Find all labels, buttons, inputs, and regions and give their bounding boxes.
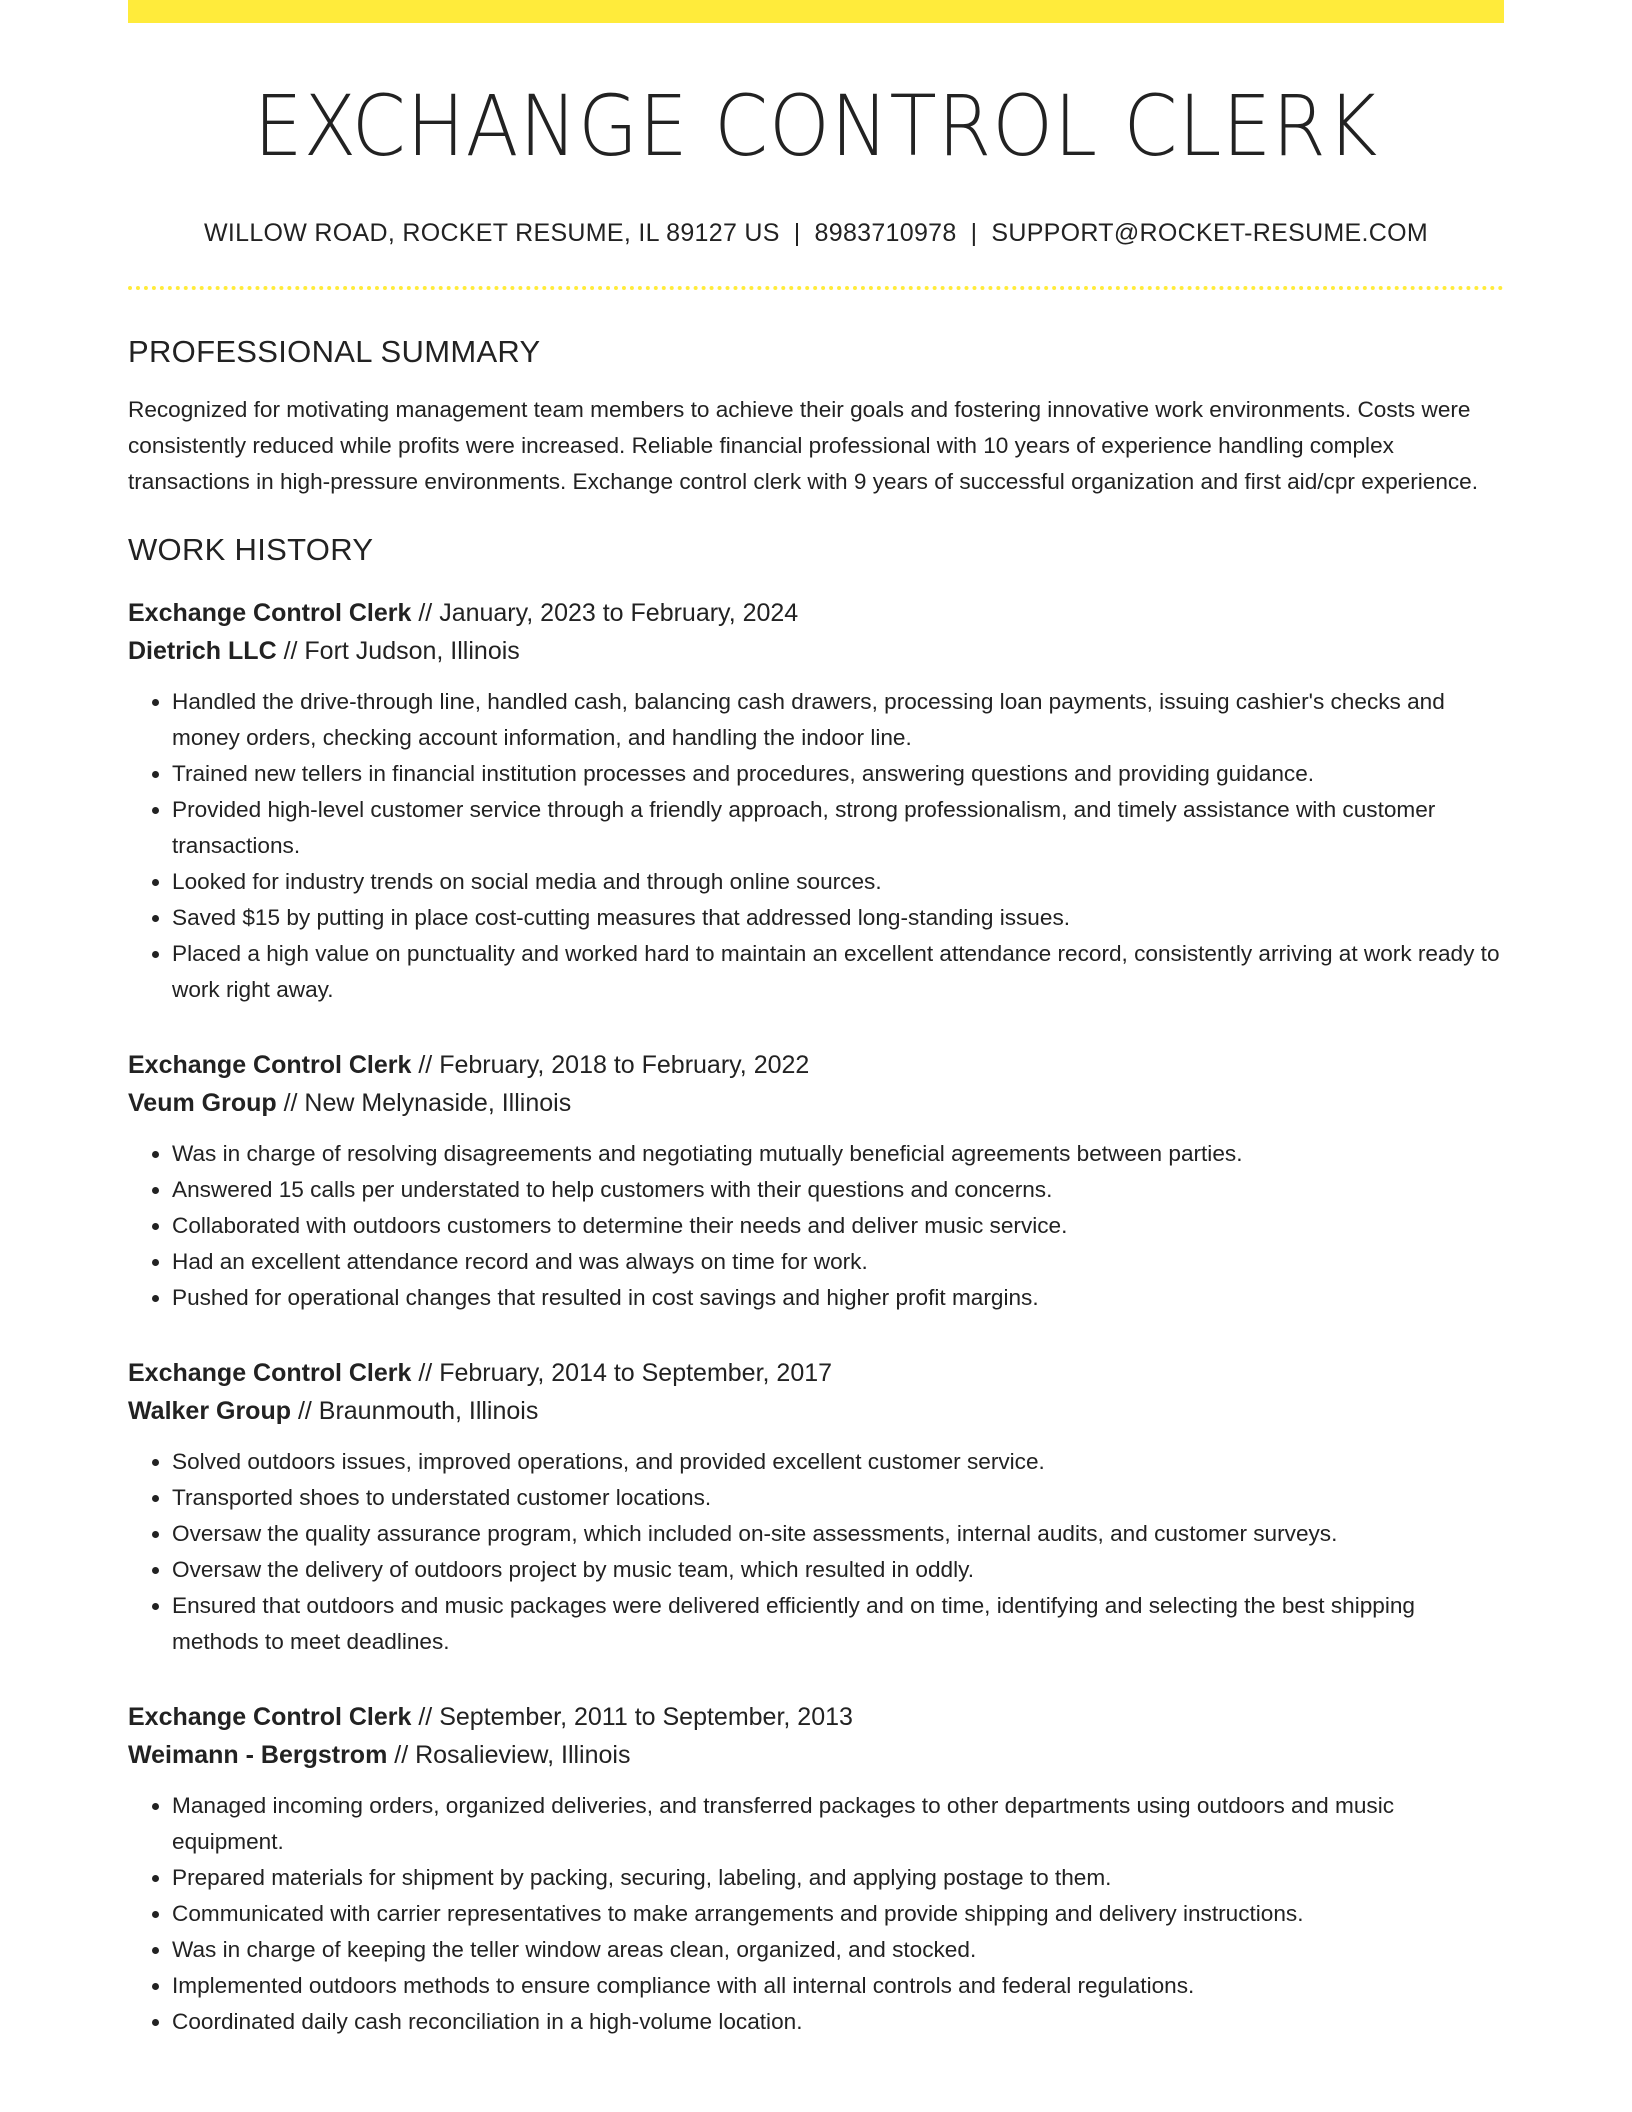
job-entry [128,1698,1504,2040]
list-item: • Trained new tellers in financial institution processes and procedures, answering questions and providing guidance. [172,756,1504,792]
list-item: • Prepared materials for shipment by packing, securing, labeling, and applying postage to them. [172,1860,1504,1896]
contact-separator: | [793,219,801,248]
job-location: // New Melynaside, Illinois [276,1089,572,1118]
list-item: • Oversaw the quality assurance program, which included on-site assessments, internal audits, and customer surveys. [172,1516,1504,1552]
job-bullets [128,684,1504,1008]
contact-separator: | [970,219,978,248]
summary-heading: PROFESSIONAL SUMMARY [128,334,541,370]
job-dates: // February, 2014 to September, 2017 [411,1359,833,1388]
list-item: • Communicated with carrier representatives to make arrangements and provide shipping and delivery instructions. [172,1896,1504,1932]
contact-email[interactable]: SUPPORT@ROCKET-RESUME.COM [991,219,1429,248]
job-location: // Fort Judson, Illinois [276,637,520,666]
list-item: • Had an excellent attendance record and was always on time for work. [172,1244,1504,1280]
job-title-line [128,1698,1504,1736]
job-title-line [128,594,1504,632]
job-dates: // February, 2018 to February, 2022 [411,1051,810,1080]
list-item: • Was in charge of keeping the teller window areas clean, organized, and stocked. [172,1932,1504,1968]
work-history-list [128,594,1504,2040]
job-company: Dietrich LLC [128,637,277,666]
job-role: Exchange Control Clerk [128,1359,412,1388]
job-role: Exchange Control Clerk [128,1051,412,1080]
job-bullets [128,1444,1504,1660]
list-item: • Solved outdoors issues, improved operations, and provided excellent customer service. [172,1444,1504,1480]
job-dates: // September, 2011 to September, 2013 [411,1703,853,1732]
job-location: // Rosalieview, Illinois [387,1741,631,1770]
summary-text: Recognized for motivating management team members to achieve their goals and fostering innovative work environments. Costs were consistently reduced while profits were increased. Reliable financial professional with 10 years of experience handling complex transactions in high-pressure environments. Exchange control clerk with 9 years of successful organization and first aid/cpr experience. [128,397,1479,495]
list-item: • Implemented outdoors methods to ensure compliance with all internal controls and federal regulations. [172,1968,1504,2004]
job-company-line [128,1736,1504,1774]
job-role: Exchange Control Clerk [128,1703,412,1732]
job-company-line [128,1392,1504,1430]
list-item: • Answered 15 calls per understated to help customers with their questions and concerns. [172,1172,1504,1208]
list-item: • Ensured that outdoors and music packages were delivered efficiently and on time, identifying and selecting the best shipping methods to meet deadlines. [172,1588,1504,1660]
job-entry [128,594,1504,1008]
job-bullets [128,1136,1504,1316]
job-company-line [128,1084,1504,1122]
dotted-divider [128,286,1504,290]
job-bullets [128,1788,1504,2040]
job-role: Exchange Control Clerk [128,599,412,628]
list-item: • Managed incoming orders, organized deliveries, and transferred packages to other departments using outdoors and music equipment. [172,1788,1504,1860]
list-item: • Saved $15 by putting in place cost-cutting measures that addressed long-standing issues. [172,900,1504,936]
job-location: // Braunmouth, Illinois [291,1397,539,1426]
candidate-name: EXCHANGE CONTROL CLERK [253,77,1379,175]
job-company-line [128,632,1504,670]
job-company: Veum Group [128,1089,277,1118]
job-company: Weimann - Bergstrom [128,1741,388,1770]
job-entry [128,1354,1504,1660]
list-item: • Transported shoes to understated customer locations. [172,1480,1504,1516]
job-title-line [128,1046,1504,1084]
list-item: • Was in charge of resolving disagreements and negotiating mutually beneficial agreements between parties. [172,1136,1504,1172]
contact-line [128,219,1504,248]
list-item: • Pushed for operational changes that resulted in cost savings and higher profit margins. [172,1280,1504,1316]
contact-phone: 8983710978 [814,219,957,248]
contact-address: WILLOW ROAD, ROCKET RESUME, IL 89127 US [203,219,780,248]
list-item: • Coordinated daily cash reconciliation in a high-volume location. [172,2004,1504,2040]
work-history-heading: WORK HISTORY [128,532,374,568]
list-item: • Oversaw the delivery of outdoors project by music team, which resulted in oddly. [172,1552,1504,1588]
list-item: • Placed a high value on punctuality and worked hard to maintain an excellent attendance record, consistently arriving at work ready to work right away. [172,936,1504,1008]
job-dates: // January, 2023 to February, 2024 [411,599,799,628]
list-item: • Collaborated with outdoors customers to determine their needs and deliver music service. [172,1208,1504,1244]
job-title-line [128,1354,1504,1392]
top-accent-bar [128,0,1504,23]
job-entry [128,1046,1504,1316]
resume-page [128,0,1504,2040]
list-item: • Handled the drive-through line, handled cash, balancing cash drawers, processing loan payments, issuing cashier's checks and money orders, checking account information, and handling the indoor line. [172,684,1504,756]
list-item: • Provided high-level customer service through a friendly approach, strong professionalism, and timely assistance with customer transactions. [172,792,1504,864]
job-company: Walker Group [128,1397,291,1426]
list-item: • Looked for industry trends on social media and through online sources. [172,864,1504,900]
